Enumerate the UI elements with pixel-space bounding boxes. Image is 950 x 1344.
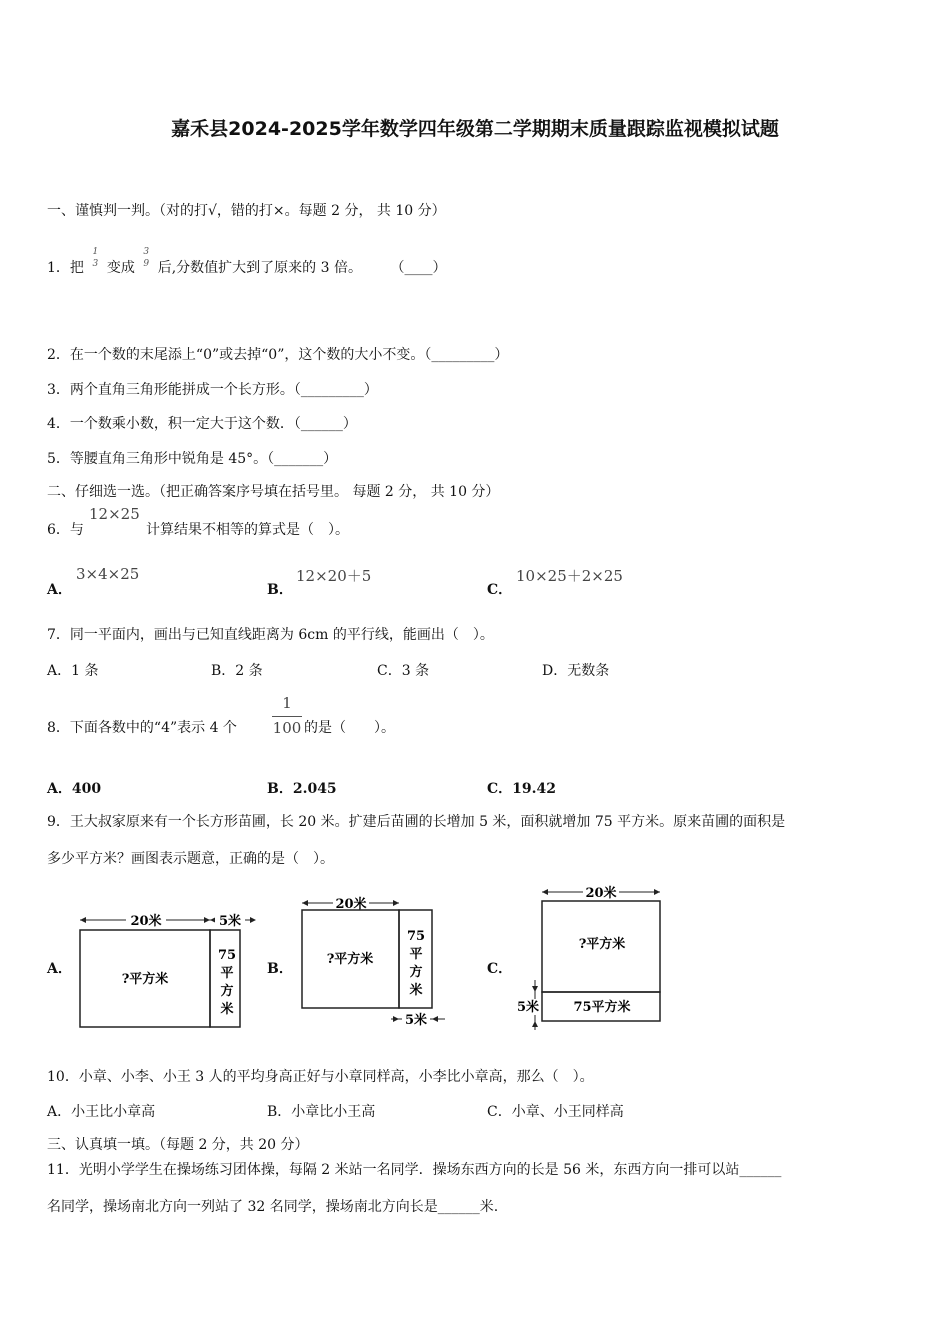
fig-b-ext-area-3: 方 xyxy=(409,965,423,980)
fig-c-ext-label: 5米 xyxy=(516,1000,540,1015)
q6-option-b-label[interactable]: B． xyxy=(267,582,293,598)
fig-a-ext-area-4: 米 xyxy=(220,1002,234,1017)
q7-option-b[interactable]: B．2 条 xyxy=(211,663,263,679)
fig-c-arrow-side-top xyxy=(532,986,538,992)
q9-line-2: 多少平方米？画图表示题意，正确的是（ ）。 xyxy=(47,851,334,867)
fig-a-ext-area-3: 方 xyxy=(220,984,234,999)
q6-option-b-expr: 12×20＋5 xyxy=(296,567,372,585)
fig-c-ext-area: 75平方米 xyxy=(573,1000,631,1015)
fig-b-ext-area-4: 米 xyxy=(409,983,423,998)
q6-option-c-label[interactable]: C． xyxy=(487,582,513,598)
fig-a-arrow-mid-left xyxy=(204,917,210,923)
fig-c-arrow-side-bottom xyxy=(532,1021,538,1027)
q6-option-c-expr: 10×25＋2×25 xyxy=(516,567,623,585)
q1-suffix: 后,分数值扩大到了原来的 3 倍。 xyxy=(157,260,362,276)
q10-option-c[interactable]: C．小章、小王同样高 xyxy=(487,1104,624,1120)
section-1-heading: 一、谨慎判一判。（对的打√，错的打×。每题 2 分， 共 10 分） xyxy=(47,203,446,219)
q1-middle: 变成 xyxy=(106,260,135,276)
q7-option-d[interactable]: D．无数条 xyxy=(542,663,610,679)
fig-a-ext-area-1: 75 xyxy=(217,948,237,963)
fig-a-arrow-left xyxy=(80,917,86,923)
fig-b-area-label: ?平方米 xyxy=(326,952,374,967)
fig-b-len-label: 20米 xyxy=(335,897,367,912)
fig-a-area-label: ?平方米 xyxy=(121,972,169,987)
q6-expression: 12×25 xyxy=(89,505,140,523)
section-3-heading: 三、认真填一填。（每题 2 分，共 20 分） xyxy=(47,1137,309,1153)
question-1 xyxy=(47,247,447,278)
q8-frac-bar xyxy=(272,716,302,717)
q7-option-c[interactable]: C．3 条 xyxy=(377,663,430,679)
fig-b-arrow-top-left xyxy=(302,900,308,906)
q7-option-a[interactable]: A．1 条 xyxy=(47,663,99,679)
page-title: 嘉禾县2024-2025学年数学四年级第二学期期末质量跟踪监视模拟试题 xyxy=(171,118,779,140)
question-3: 3．两个直角三角形能拼成一个长方形。（_________） xyxy=(47,382,378,398)
q1-prefix: 1．把 xyxy=(47,260,84,276)
q9-figure-b xyxy=(295,888,455,1033)
q8-option-c[interactable]: C．19.42 xyxy=(487,781,556,797)
q6-prefix: 6．与 xyxy=(47,522,84,538)
fig-b-ext-area-2: 平 xyxy=(409,947,423,962)
q9-option-a-label[interactable]: A． xyxy=(47,961,72,977)
question-4: 4．一个数乘小数，积一定大于这个数．（______） xyxy=(47,416,357,432)
question-2: 2．在一个数的末尾添上“0”或去掉“0”，这个数的大小不变。（_________） xyxy=(47,347,509,363)
q8-frac-denominator: 100 xyxy=(272,719,302,737)
q9-figure-c xyxy=(510,880,670,1035)
q1-frac1-denominator: 3 xyxy=(92,259,99,269)
q1-blank[interactable]: （____） xyxy=(390,260,447,276)
q8-option-a[interactable]: A．400 xyxy=(47,781,102,797)
q11-line-1: 11．光明小学学生在操场练习团体操，每隔 2 米站一名同学．操场东西方向的长是 56 米，东西方向一排可以站______ xyxy=(47,1162,782,1178)
q9-line-1: 9．王大叔家原来有一个长方形苗圃，长 20 米。扩建后苗圃的长增加 5 米，面积就增加 75 平方米。原来苗圃的面积是 xyxy=(47,814,786,830)
q8-option-b[interactable]: B．2.045 xyxy=(267,781,337,797)
question-7: 7．同一平面内，画出与已知直线距离为 6cm 的平行线，能画出（ ）。 xyxy=(47,627,494,643)
q10-option-a[interactable]: A．小王比小章高 xyxy=(47,1104,156,1120)
fig-b-ext-area-1: 75 xyxy=(406,929,426,944)
fig-a-len-label: 20米 xyxy=(130,914,162,929)
q6-suffix: 计算结果不相等的算式是（ ）。 xyxy=(146,522,349,538)
q9-figure-a xyxy=(70,905,270,1035)
fig-c-area-label: ?平方米 xyxy=(578,937,626,952)
q6-option-a-expr: 3×4×25 xyxy=(76,565,140,583)
fig-a-ext-label: 5米 xyxy=(218,914,242,929)
fig-a-ext-area-2: 平 xyxy=(220,966,234,981)
fig-c-arrow-top-right xyxy=(654,889,660,895)
q1-frac2-numerator: 3 xyxy=(143,247,150,257)
section-2-heading: 二、仔细选一选。（把正确答案序号填在括号里。 每题 2 分， 共 10 分） xyxy=(47,484,500,500)
q9-option-c-label[interactable]: C． xyxy=(487,961,513,977)
fig-b-ext-label: 5米 xyxy=(404,1013,428,1028)
q1-frac2-denominator: 9 xyxy=(143,259,150,269)
q11-line-2: 名同学，操场南北方向一列站了 32 名同学，操场南北方向长是______米. xyxy=(47,1199,499,1215)
q8-prefix: 8．下面各数中的“4”表示 4 个 xyxy=(47,720,237,736)
question-5: 5．等腰直角三角形中锐角是 45°。（_______） xyxy=(47,451,338,467)
q10-option-b[interactable]: B．小章比小王高 xyxy=(267,1104,376,1120)
fig-b-arrow-bottom-right xyxy=(432,1016,438,1022)
q1-frac1-numerator: 1 xyxy=(92,247,99,257)
fig-c-arrow-top-left xyxy=(542,889,548,895)
fig-c-len-label: 20米 xyxy=(585,886,617,901)
q8-suffix: 的是（ ）。 xyxy=(304,720,395,736)
fig-b-arrow-bottom-left xyxy=(393,1016,399,1022)
question-10: 10．小章、小李、小王 3 人的平均身高正好与小章同样高，小李比小章高，那么（ ）。 xyxy=(47,1069,594,1085)
q9-option-b-label[interactable]: B． xyxy=(267,961,293,977)
q8-frac-numerator: 1 xyxy=(282,694,292,712)
fig-a-arrow-right xyxy=(250,917,256,923)
q6-option-a-label[interactable]: A． xyxy=(47,582,72,598)
fig-b-arrow-top-right xyxy=(393,900,399,906)
